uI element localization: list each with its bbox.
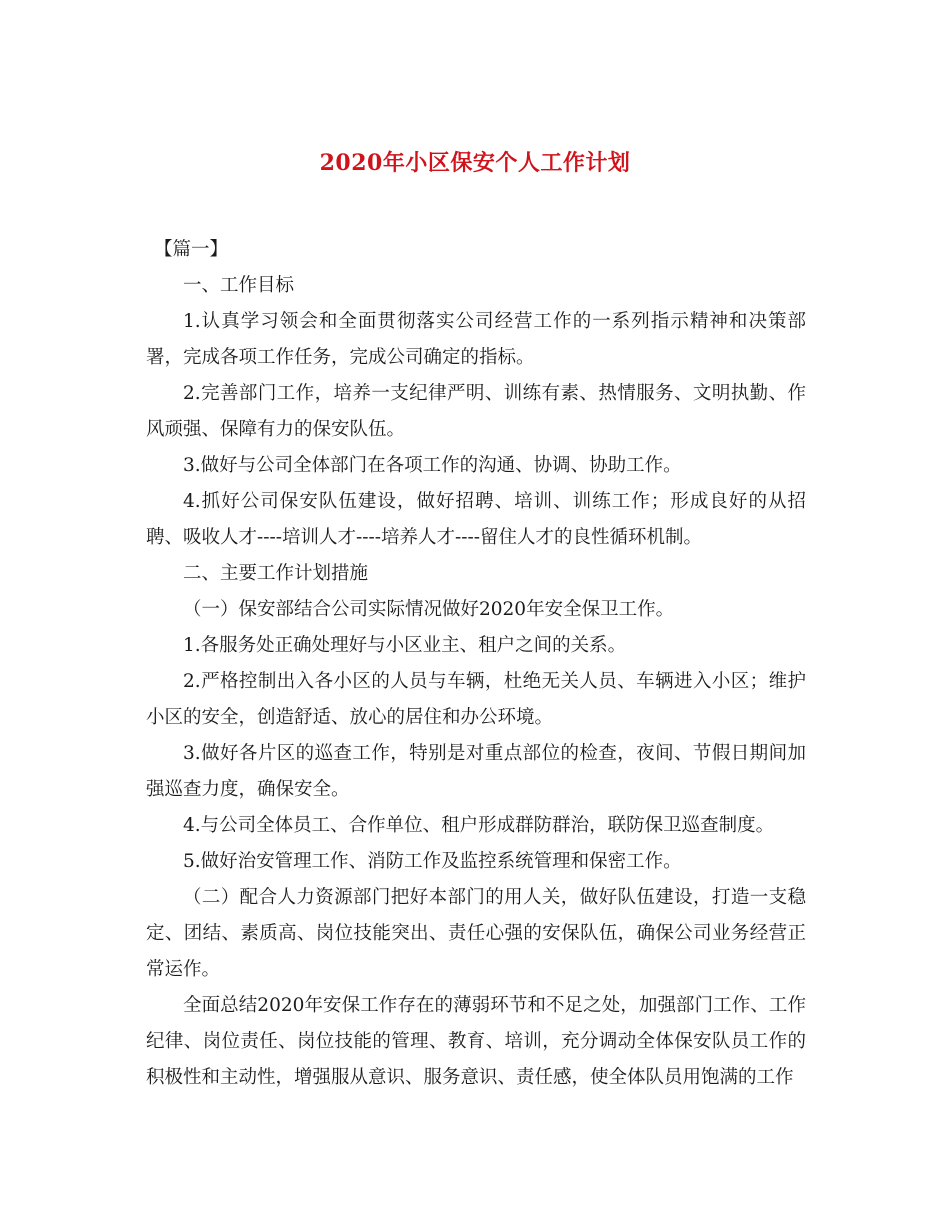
- paragraph: 全面总结2020年安保工作存在的薄弱环节和不足之处，加强部门工作、工作纪律、岗位责任、岗位技能的管理、教育、培训，充分调动全体保安队员工作的积极性和主动性，增强服从意识、服务意识、责任感，使全体队员用饱满的工作: [146, 995, 806, 1088]
- subheading: （二）配合人力资源部门把好本部门的用人关，做好队伍建设，打造一支稳定、团结、素质高、岗位技能突出、责任心强的安保队伍，确保公司业务经营正常运作。: [146, 887, 806, 980]
- subheading: （一）保安部结合公司实际情况做好2020年安全保卫工作。: [183, 599, 675, 620]
- heading-main-measures: 二、主要工作计划措施: [183, 563, 369, 584]
- paragraph: 2.完善部门工作，培养一支纪律严明、训练有素、热情服务、文明执勤、作风顽强、保障有力的保安队伍。: [146, 383, 806, 440]
- heading-work-goals: 一、工作目标: [183, 275, 295, 296]
- document-title: 2020年小区保安个人工作计划: [319, 150, 631, 176]
- paragraph: 1.各服务处正确处理好与小区业主、租户之间的关系。: [183, 635, 627, 656]
- paragraph: 4.与公司全体员工、合作单位、租户形成群防群治，联防保卫巡查制度。: [183, 815, 775, 836]
- section-label: 【篇一】: [154, 239, 229, 260]
- paragraph: 1.认真学习领会和全面贯彻落实公司经营工作的一系列指示精神和决策部署，完成各项工作任务，完成公司确定的指标。: [146, 311, 806, 368]
- document-body: [146, 232, 806, 1096]
- paragraph: 2.严格控制出入各小区的人员与车辆，杜绝无关人员、车辆进入小区；维护小区的安全，创造舒适、放心的居住和办公环境。: [146, 671, 806, 728]
- paragraph: 3.做好各片区的巡查工作，特别是对重点部位的检查，夜间、节假日期间加强巡查力度，确保安全。: [146, 743, 806, 800]
- paragraph: 5.做好治安管理工作、消防工作及监控系统管理和保密工作。: [183, 851, 682, 872]
- paragraph: 4.抓好公司保安队伍建设，做好招聘、培训、训练工作；形成良好的从招聘、吸收人才----培训人才----培养人才----留住人才的良性循环机制。: [146, 491, 806, 548]
- paragraph: 3.做好与公司全体部门在各项工作的沟通、协调、协助工作。: [183, 455, 682, 476]
